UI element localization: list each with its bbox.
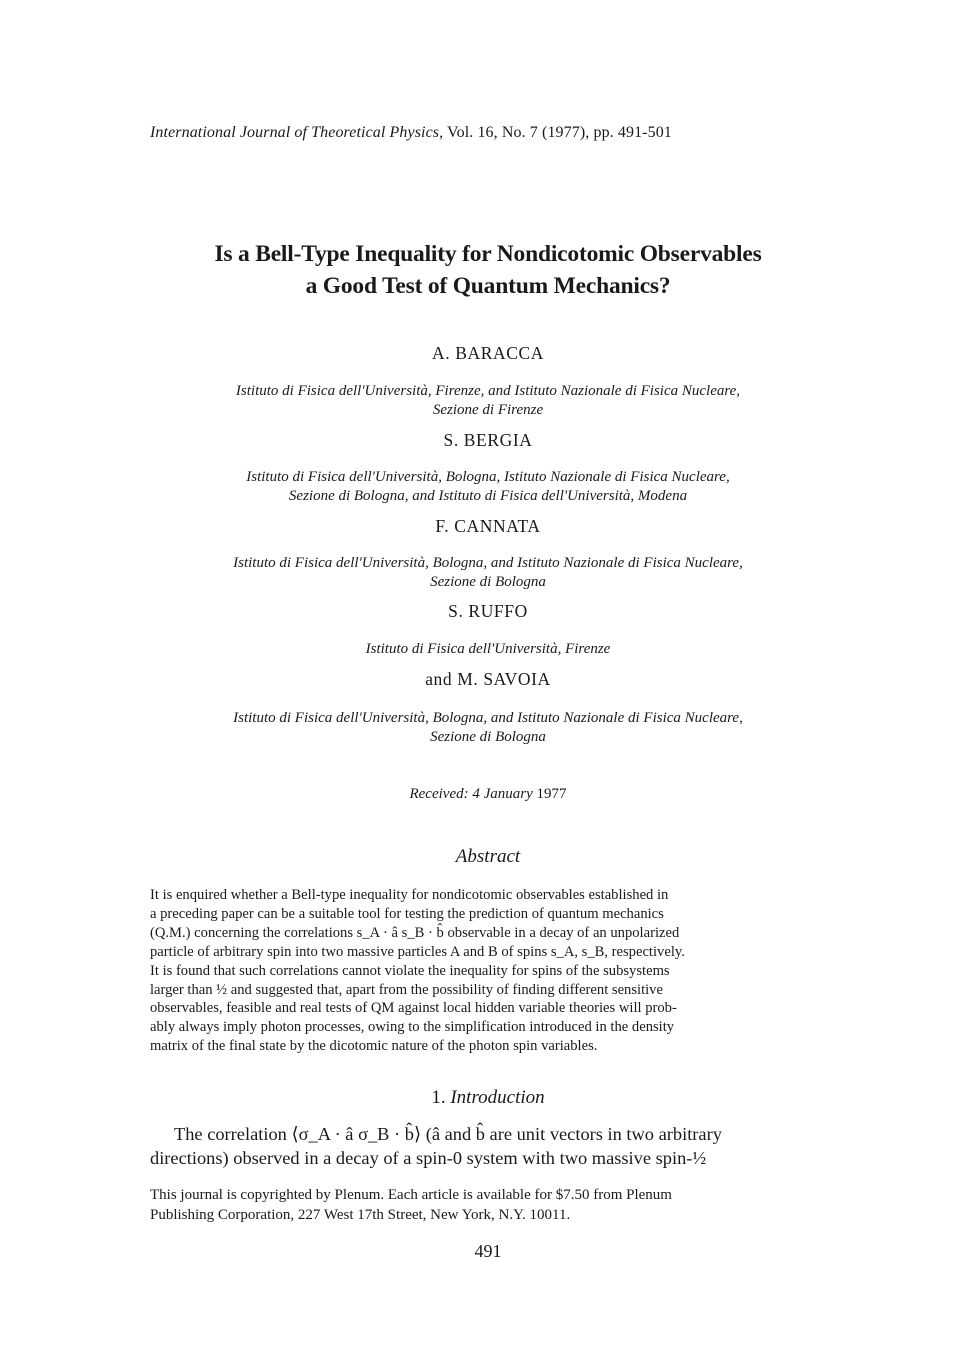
abstract-line: matrix of the final state by the dicotomic nature of the photon spin variables. bbox=[150, 1038, 598, 1055]
author-name-4: S. RUFFO bbox=[448, 601, 528, 621]
abstract-line: a preceding paper can be a suitable tool for testing the prediction of quantum mechanics bbox=[150, 905, 664, 922]
received-date bbox=[0, 786, 976, 803]
abstract-line: ably always imply photon processes, owing to the simplification introduced in the density bbox=[150, 1019, 675, 1036]
title-line-2: a Good Test of Quantum Mechanics? bbox=[305, 273, 671, 299]
footnote-line-2: Publishing Corporation, 227 West 17th Street, New York, N.Y. 10011. bbox=[150, 1207, 571, 1223]
affiliation-line: Istituto di Fisica dell'Università, Bologna, Istituto Nazionale di Fisica Nucleare, bbox=[246, 469, 730, 485]
author-affiliation-4 bbox=[0, 640, 976, 659]
abstract-line: It is found that such correlations cannot violate the inequality for spins of the subsystems bbox=[150, 962, 670, 979]
author-affiliation-2 bbox=[0, 468, 976, 506]
intro-line-1: The correlation ⟨σ_A · â σ_B · b̂⟩ (â and b̂ are unit vectors in two arbitrary bbox=[174, 1124, 722, 1144]
introduction-body bbox=[150, 1122, 780, 1170]
abstract-body bbox=[150, 886, 812, 1056]
affiliation-line: Sezione di Bologna bbox=[430, 574, 546, 590]
intro-line-2: directions) observed in a decay of a spin-0 system with two massive spin-½ bbox=[150, 1148, 707, 1168]
author-name-5: and M. SAVOIA bbox=[425, 669, 551, 689]
abstract-line: particle of arbitrary spin into two massive particles A and B of spins s_A, s_B, respectively. bbox=[150, 943, 685, 960]
author-name-2: S. BERGIA bbox=[443, 430, 533, 450]
abstract-line: larger than ½ and suggested that, apart from the possibility of finding different sensitive bbox=[150, 981, 663, 998]
author-affiliation-1 bbox=[0, 382, 976, 420]
author-name-3: F. CANNATA bbox=[435, 516, 541, 536]
affiliation-line: Sezione di Firenze bbox=[432, 402, 544, 418]
journal-name: International Journal of Theoretical Physics bbox=[150, 124, 440, 141]
section-number: 1. bbox=[431, 1087, 446, 1108]
received-year: 1977 bbox=[536, 786, 567, 802]
section-title: Introduction bbox=[450, 1087, 545, 1108]
page-number: 491 bbox=[474, 1241, 502, 1261]
journal-details: , Vol. 16, No. 7 (1977), pp. 491-501 bbox=[439, 124, 672, 141]
introduction-heading bbox=[0, 1087, 976, 1109]
abstract-line: (Q.M.) concerning the correlations s_A · â s_B · b̂ observable in a decay of an unpolarized bbox=[150, 924, 680, 941]
abstract-heading: Abstract bbox=[455, 846, 521, 867]
footnote-line-1: This journal is copyrighted by Plenum. Each article is available for $7.50 from Plenum bbox=[150, 1187, 672, 1203]
author-name-1: A. BARACCA bbox=[432, 343, 544, 363]
affiliation-line: Istituto di Fisica dell'Università, Bologna, and Istituto Nazionale di Fisica Nucleare, bbox=[233, 555, 743, 571]
abstract-line: It is enquired whether a Bell-type inequality for nondicotomic observables established in bbox=[150, 887, 669, 903]
affiliation-line: Sezione di Bologna, and Istituto di Fisica dell'Università, Modena bbox=[288, 488, 688, 504]
affiliation-line: Istituto di Fisica dell'Università, Firenze, and Istituto Nazionale di Fisica Nucleare, bbox=[235, 383, 741, 399]
author-affiliation-3 bbox=[0, 554, 976, 592]
affiliation-line: Istituto di Fisica dell'Università, Bologna, and Istituto Nazionale di Fisica Nucleare, bbox=[233, 710, 743, 726]
affiliation-line: Sezione di Bologna bbox=[430, 729, 546, 745]
title-line-1: Is a Bell-Type Inequality for Nondicotomic Observables bbox=[214, 241, 762, 267]
affiliation-line: Istituto di Fisica dell'Università, Firenze bbox=[365, 641, 611, 657]
copyright-footnote bbox=[150, 1185, 800, 1225]
received-day-month: 4 January bbox=[472, 786, 533, 802]
received-label: Received: bbox=[409, 786, 469, 802]
author-affiliation-5 bbox=[0, 709, 976, 747]
journal-citation bbox=[150, 124, 672, 142]
paper-title bbox=[0, 238, 976, 302]
abstract-line: observables, feasible and real tests of QM against local hidden variable theories will prob- bbox=[150, 1000, 677, 1017]
